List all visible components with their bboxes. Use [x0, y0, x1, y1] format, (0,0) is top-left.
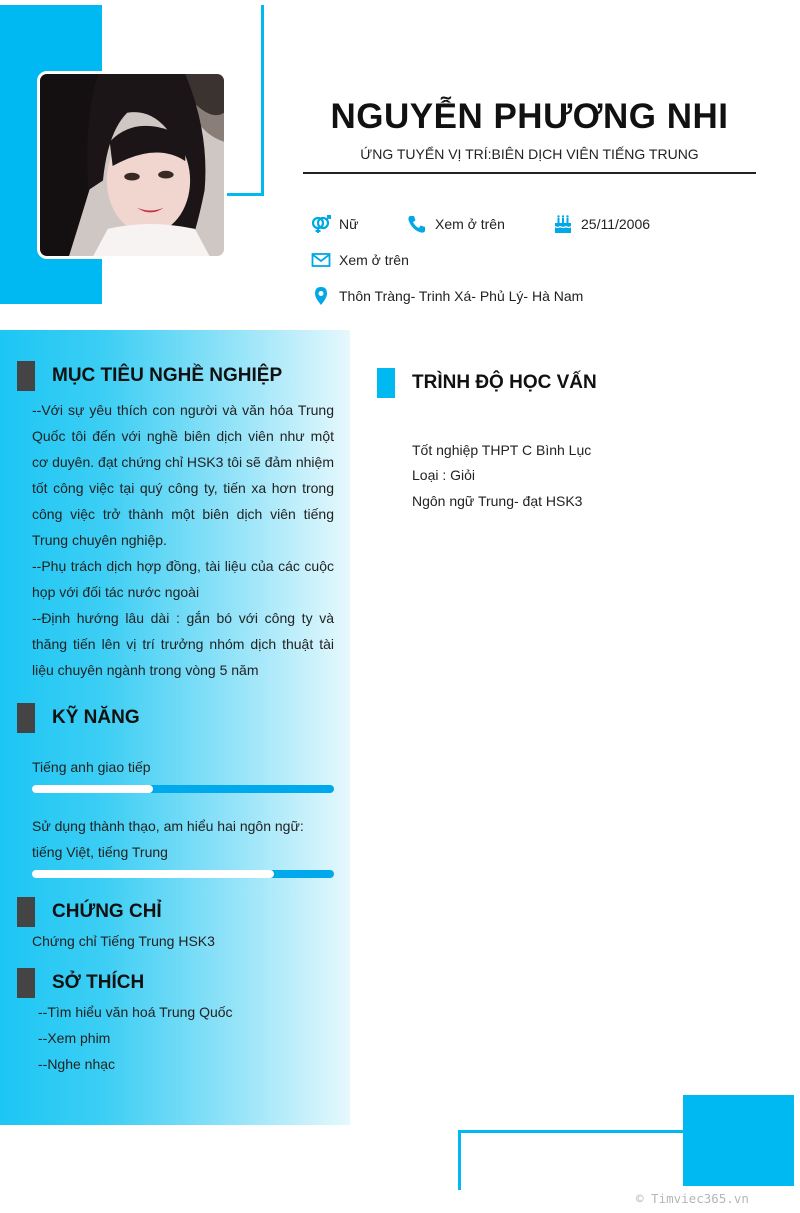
- section-title-hobbies: SỞ THÍCH: [52, 972, 145, 993]
- envelope-icon: [311, 250, 331, 270]
- candidate-name: NGUYỄN PHƯƠNG NHI: [330, 97, 729, 136]
- footer-accent-frame: [458, 1130, 688, 1190]
- gender-icon: [311, 214, 331, 234]
- section-marker: [17, 703, 35, 733]
- footer-accent-block: [683, 1095, 794, 1186]
- applied-position: ỨNG TUYỂN VỊ TRÍ:BIÊN DỊCH VIÊN TIẾNG TRUNG: [360, 146, 699, 162]
- section-header-education: [377, 368, 597, 398]
- section-header-objective: [17, 361, 282, 391]
- skill-level-fill: [32, 785, 153, 793]
- skill-level-fill: [32, 870, 274, 878]
- section-title-certificates: CHỨNG CHỈ: [52, 901, 162, 922]
- section-marker: [17, 897, 35, 927]
- avatar: [37, 71, 227, 259]
- section-header-hobbies: [17, 968, 144, 998]
- section-title-objective: MỤC TIÊU NGHỀ NGHIỆP: [52, 365, 283, 386]
- skill-level-bar: [32, 870, 334, 878]
- section-marker: [377, 368, 395, 398]
- info-birthday: [553, 214, 650, 234]
- info-address: [311, 286, 583, 306]
- section-marker: [17, 361, 35, 391]
- section-header-certificates: [17, 897, 162, 927]
- header-divider: [303, 172, 756, 174]
- skill-level-bar: [32, 785, 334, 793]
- map-pin-icon: [311, 286, 331, 306]
- education-item: Tốt nghiệp THPT C Bình Lục: [412, 442, 592, 458]
- section-title-skills: KỸ NĂNG: [52, 707, 140, 728]
- info-gender: [311, 214, 358, 234]
- section-header-skills: [17, 703, 140, 733]
- skill-label: Tiếng anh giao tiếp: [32, 759, 151, 775]
- phone-icon: [407, 214, 427, 234]
- address-value: Thôn Tràng- Trinh Xá- Phủ Lý- Hà Nam: [339, 288, 584, 304]
- hobby-item: --Nghe nhạc: [38, 1056, 116, 1072]
- info-phone: [407, 214, 505, 234]
- skill-label: Sử dụng thành thạo, am hiểu hai ngôn ngữ: tiếng Việt, tiếng Trung: [32, 818, 304, 860]
- hobby-item: --Xem phim: [38, 1030, 111, 1046]
- email-value: Xem ở trên: [339, 252, 409, 268]
- education-item: Ngôn ngữ Trung- đạt HSK3: [412, 493, 583, 509]
- info-email: [311, 250, 409, 270]
- watermark: © Timviec365.vn: [636, 1191, 749, 1206]
- phone-value: Xem ở trên: [435, 216, 505, 232]
- gender-value: Nữ: [339, 216, 359, 232]
- birthday-cake-icon: [553, 214, 573, 234]
- section-marker: [17, 968, 35, 998]
- section-title-education: TRÌNH ĐỘ HỌC VẤN: [412, 372, 597, 393]
- hobby-item: --Tìm hiểu văn hoá Trung Quốc: [38, 1004, 233, 1020]
- certificate-item: Chứng chỉ Tiếng Trung HSK3: [32, 933, 215, 949]
- objective-text: --Với sự yêu thích con người và văn hóa Trung Quốc tôi đến với nghề biên dịch viên như một cơ duyên. đạt chứng chỉ HSK3 tôi sẽ đảm nhiệm tốt công việc tại quý công ty, tiến xa hơn trong công việc trở thành một biên dịch viên tiếng Trung chuyên nghiệp. --Phụ trách dịch hợp đồng, tài liệu của các cuộc họp với đối tác nước ngoài --Định hướng lâu dài : gắn bó với công ty và thăng tiến lên vị trí trưởng nhóm dịch thuật tài liệu chuyên ngành trong vòng 5 năm: [32, 402, 334, 678]
- education-item: Loại : Giỏi: [412, 467, 476, 483]
- birthday-value: 25/11/2006: [581, 216, 651, 232]
